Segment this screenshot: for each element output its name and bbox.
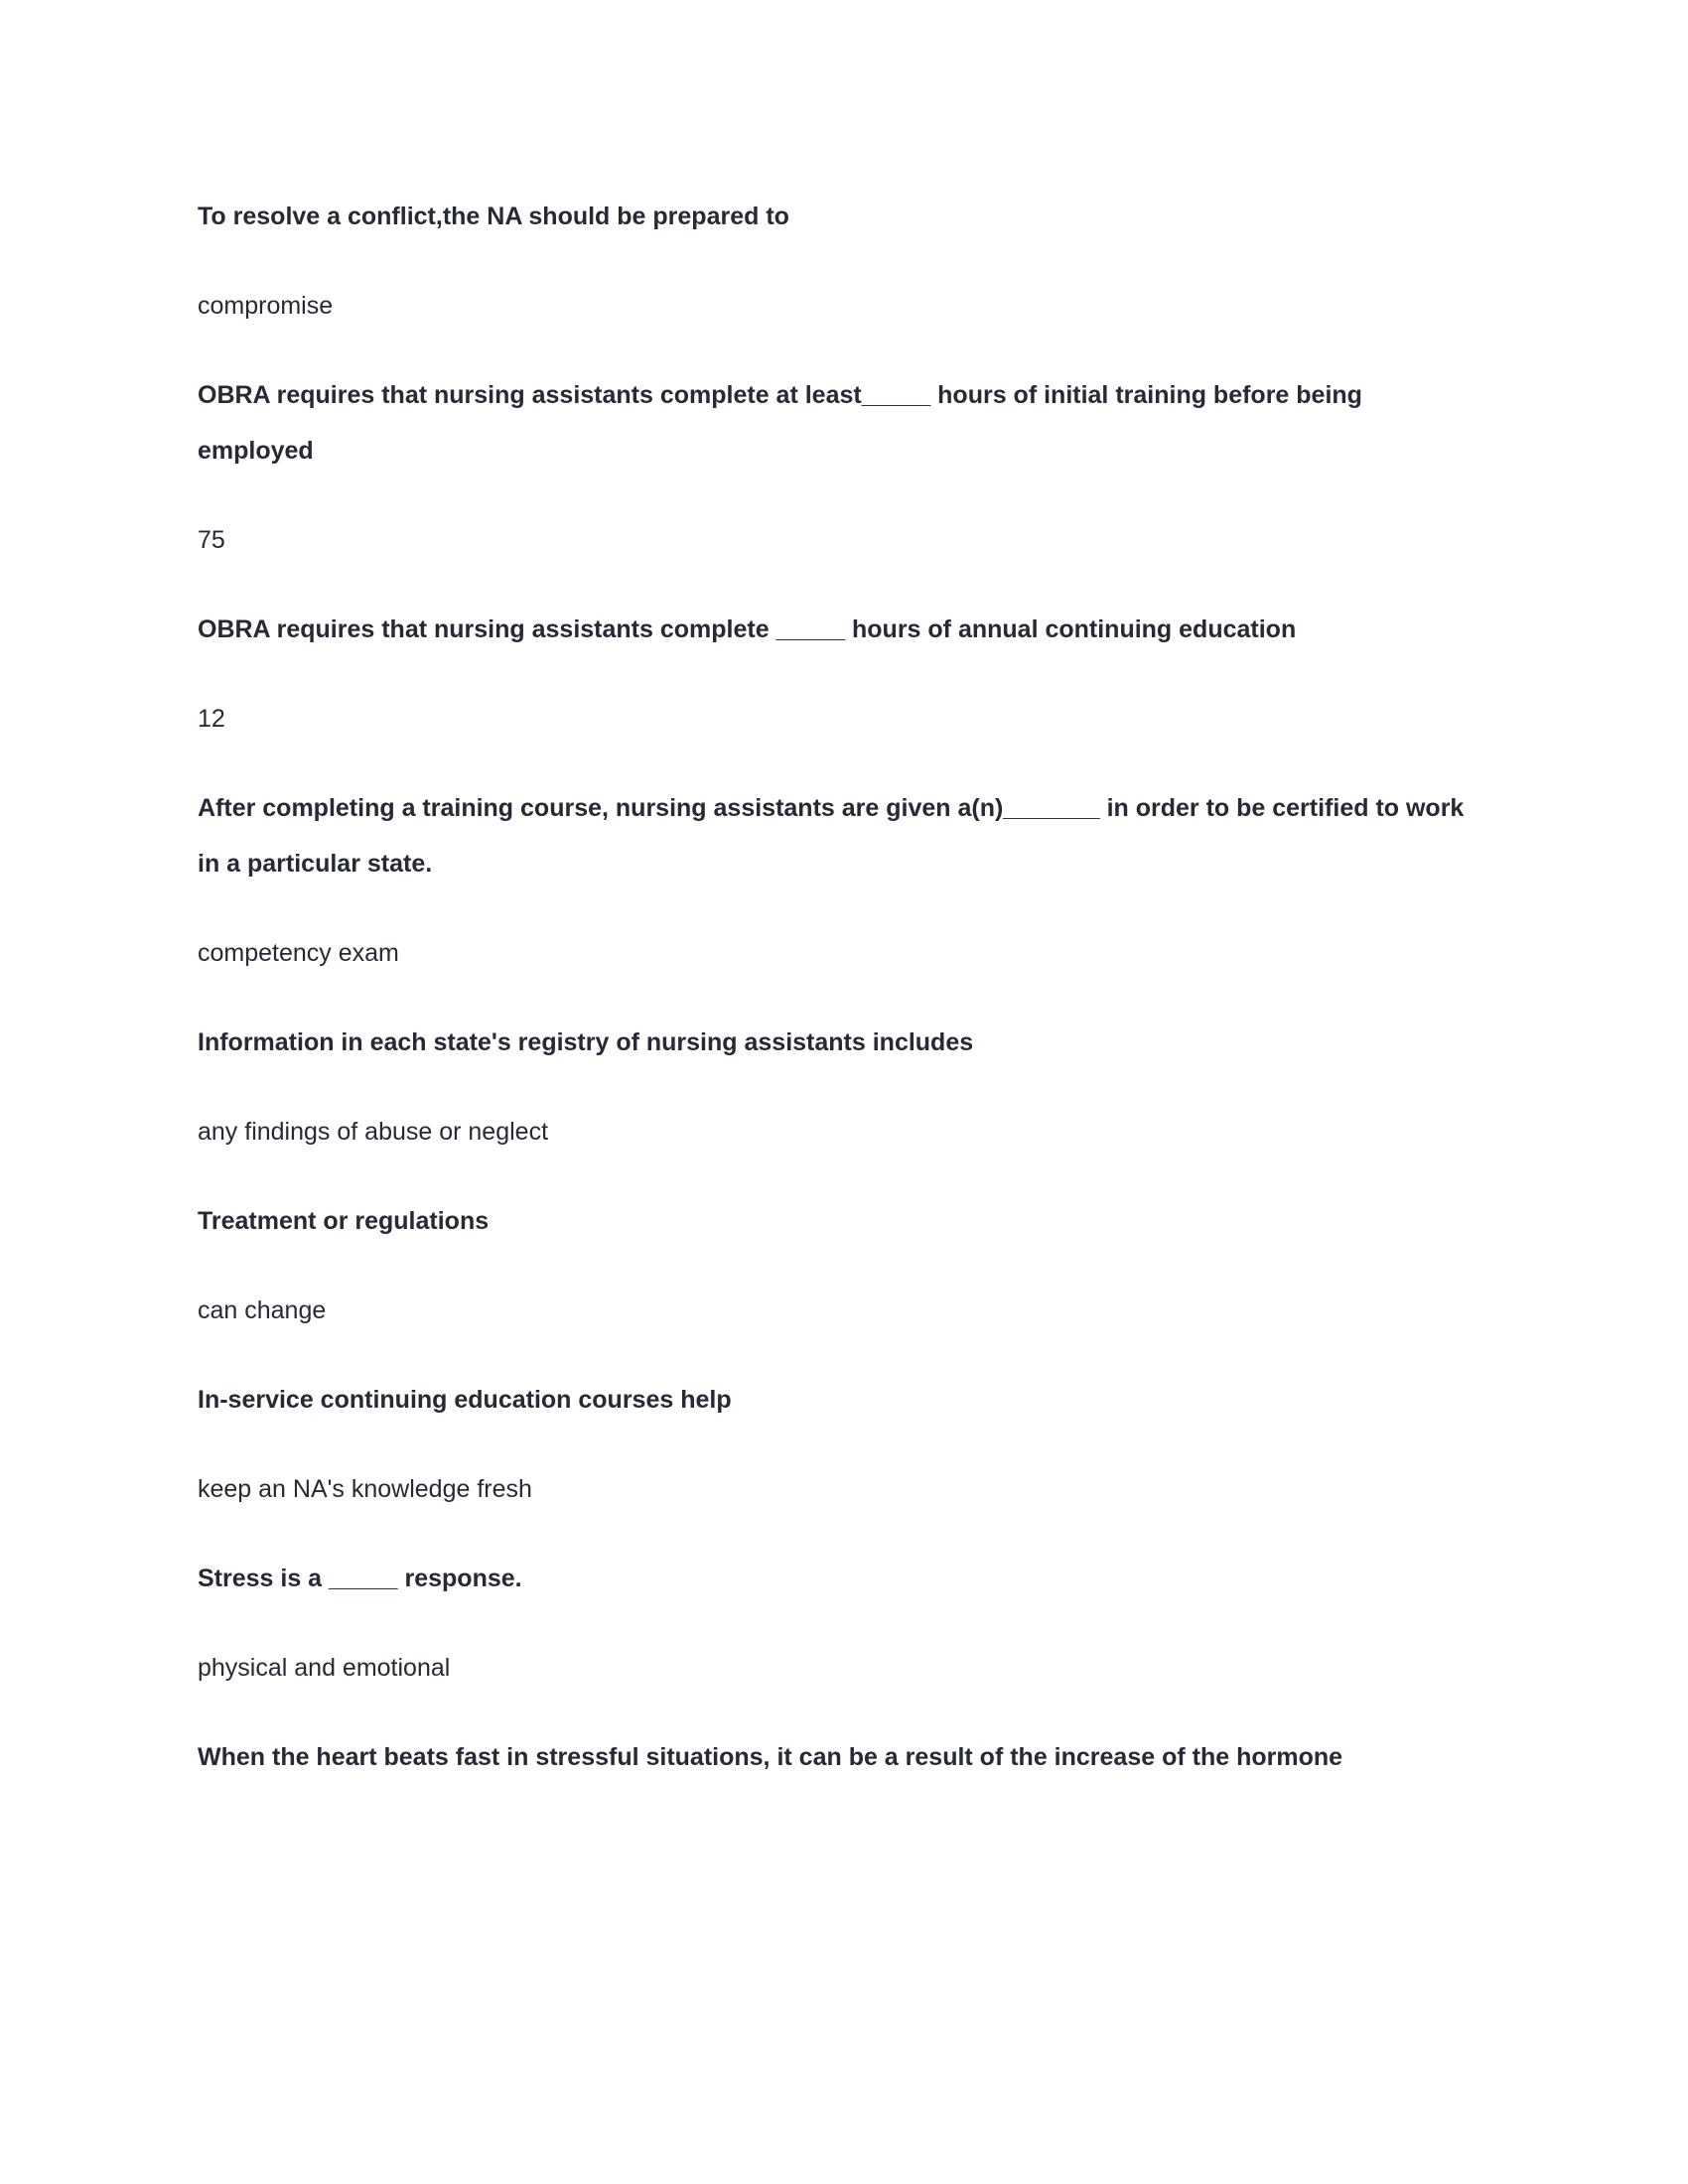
question-text: After completing a training course, nursing assistants are given a(n)_______ in order to be certified to work in a particular state. [198, 794, 1465, 878]
question-text: OBRA requires that nursing assistants complete at least_____ hours of initial training before being employed [198, 381, 1362, 465]
answer-text: compromise [198, 292, 334, 320]
question-text: OBRA requires that nursing assistants complete _____ hours of annual continuing education [198, 615, 1297, 643]
question-text: Treatment or regulations [198, 1207, 490, 1235]
answer-text: 12 [198, 705, 225, 733]
question-text: Stress is a _____ response. [198, 1565, 522, 1592]
question-text: In-service continuing education courses help [198, 1386, 732, 1414]
answer-text: physical and emotional [198, 1654, 451, 1682]
answer-text: any findings of abuse or neglect [198, 1118, 549, 1146]
question-text: When the heart beats fast in stressful situations, it can be a result of the increase of the hormone [198, 1743, 1343, 1771]
answer-text: keep an NA's knowledge fresh [198, 1475, 532, 1503]
answer-text: competency exam [198, 939, 399, 967]
answer-text: 75 [198, 526, 225, 554]
question-text: Information in each state's registry of nursing assistants includes [198, 1028, 974, 1056]
document-page [198, 189, 1478, 1819]
answer-text: can change [198, 1297, 327, 1324]
question-text: To resolve a conflict,the NA should be prepared to [198, 203, 789, 230]
